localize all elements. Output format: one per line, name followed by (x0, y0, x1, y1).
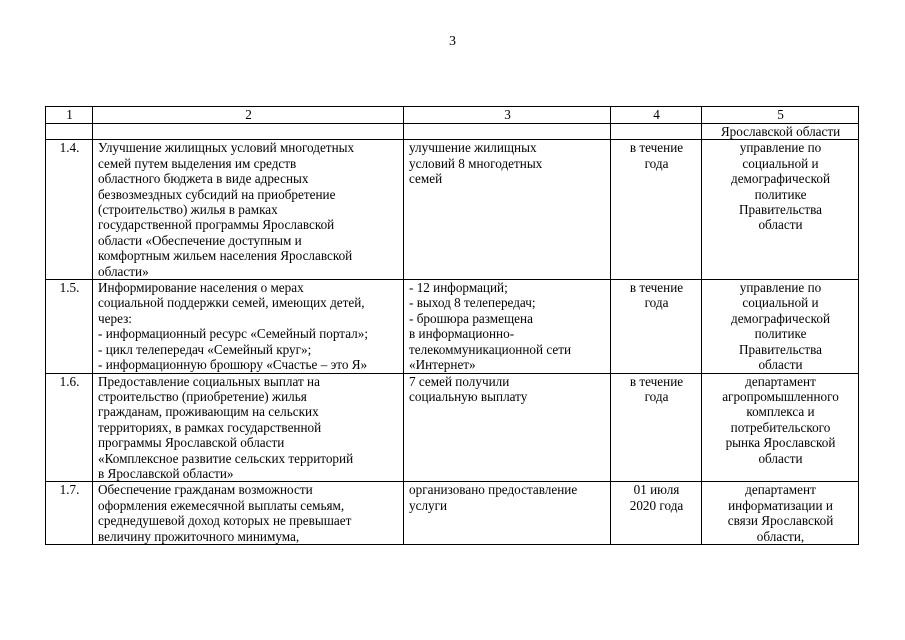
executor-line: связи Ярославской (727, 513, 834, 529)
executor-line: области, (756, 528, 805, 544)
item-number-cell: 1.5. (46, 280, 93, 373)
result-line: организовано предоставление (409, 482, 578, 498)
result-line: - 12 информаций; (409, 280, 508, 296)
event-line: оформления ежемесячной выплаты семьям, (98, 497, 345, 513)
event-line: строительство (приобретение) жилья (98, 388, 307, 404)
plan-table (45, 106, 859, 545)
event-line: среднедушевой доход которых не превышает (98, 513, 352, 529)
result-cell (404, 482, 611, 545)
executor-line: комплекса и (746, 404, 815, 420)
item-number-cell: 1.7. (46, 482, 93, 545)
result-line: - выход 8 телепередач; (409, 295, 536, 311)
executor-line: департамент (745, 373, 816, 389)
event-line: в Ярославской области» (98, 465, 234, 481)
table-body (46, 140, 859, 545)
result-line: в информационно- (409, 326, 515, 342)
continuation-cell-3 (404, 124, 611, 140)
executor-cell (702, 140, 859, 280)
event-cell (93, 140, 404, 280)
event-line: области «Обеспечение доступным и (98, 232, 302, 248)
result-line: семей (409, 171, 443, 187)
term-line: 01 июля (633, 482, 680, 498)
term-line: 2020 года (629, 497, 684, 513)
column-number-1: 1 (46, 107, 93, 124)
executor-line: политике (754, 326, 807, 342)
column-numbers-row (46, 107, 859, 124)
event-line: - информационную брошюру «Счастье – это Я» (98, 357, 368, 373)
term-cell (611, 280, 702, 373)
continuation-cell-4 (611, 124, 702, 140)
event-line: комфортным жильем населения Ярославской (98, 248, 353, 264)
executor-line: демографической (730, 310, 830, 326)
executor-line: информатизации и (728, 497, 833, 513)
executor-line: социальной и (742, 155, 819, 171)
event-line: «Комплексное развитие сельских территорий (98, 450, 354, 466)
term-cell (611, 482, 702, 545)
executor-line: управление по (739, 140, 822, 156)
result-cell (404, 373, 611, 482)
column-number-4: 4 (611, 107, 702, 124)
result-line: 7 семей получили (409, 373, 510, 389)
event-line: областного бюджета в виде адресных (98, 171, 309, 187)
result-cell (404, 280, 611, 373)
executor-line: агропромышленного (722, 388, 839, 404)
event-line: гражданам, проживающим на сельских (98, 404, 319, 420)
result-line: телекоммуникационной сети (409, 341, 572, 357)
event-line: Информирование населения о мерах (98, 280, 304, 296)
event-line: Улучшение жилищных условий многодетных (98, 140, 355, 156)
result-line: «Интернет» (409, 357, 476, 373)
event-line: (строительство) жилья в рамках (98, 202, 278, 218)
term-line: года (644, 295, 669, 311)
column-number-3: 3 (404, 107, 611, 124)
result-line: условий 8 многодетных (409, 155, 543, 171)
term-line: года (644, 155, 669, 171)
executor-line: социальной и (742, 295, 819, 311)
table-row (46, 373, 859, 482)
event-line: через: (98, 310, 132, 326)
item-number-cell: 1.4. (46, 140, 93, 280)
result-cell (404, 140, 611, 280)
result-line: улучшение жилищных (409, 140, 537, 156)
event-line: величину прожиточного минимума, (98, 528, 300, 544)
column-number-5: 5 (702, 107, 859, 124)
term-line: года (644, 388, 669, 404)
event-line: - цикл телепередач «Семейный круг»; (98, 341, 312, 357)
executor-line: потребительского (730, 419, 831, 435)
executor-cell (702, 373, 859, 482)
executor-line: Правительства (739, 202, 822, 218)
result-line: - брошюра размещена (409, 310, 533, 326)
executor-line: рынка Ярославской (725, 435, 836, 451)
event-line: области» (98, 263, 149, 279)
column-number-2: 2 (93, 107, 404, 124)
page-number: 3 (449, 34, 456, 49)
continuation-row (46, 124, 859, 140)
continuation-cell-1 (46, 124, 93, 140)
event-line: государственной программы Ярославской (98, 217, 335, 233)
event-line: программы Ярославской области (98, 435, 285, 451)
event-cell (93, 280, 404, 373)
executor-line: политике (754, 186, 807, 202)
table-row (46, 280, 859, 373)
table-row (46, 482, 859, 545)
event-line: - информационный ресурс «Семейный портал»; (98, 326, 369, 342)
event-line: территориях, в рамках государственной (98, 419, 322, 435)
event-line: Предоставление социальных выплат на (98, 373, 320, 389)
term-cell (611, 373, 702, 482)
item-number-cell: 1.6. (46, 373, 93, 482)
term-line: в течение (629, 140, 684, 156)
event-line: Обеспечение гражданам возможности (98, 482, 313, 498)
continuation-cell-5: Ярославской области (702, 124, 859, 140)
continuation-cell-2 (93, 124, 404, 140)
executor-line: управление по (739, 280, 822, 296)
term-line: в течение (629, 373, 684, 389)
event-cell (93, 373, 404, 482)
executor-line: демографической (730, 171, 830, 187)
term-line: в течение (629, 280, 684, 296)
result-line: услуги (409, 497, 448, 513)
executor-line: области (758, 357, 803, 373)
executor-line: области (758, 450, 803, 466)
executor-line: Правительства (739, 341, 822, 357)
executor-cell (702, 280, 859, 373)
result-line: социальную выплату (409, 388, 528, 404)
executor-line: области (758, 217, 803, 233)
event-cell (93, 482, 404, 545)
event-line: безвозмездных субсидий на приобретение (98, 186, 336, 202)
table-row (46, 140, 859, 280)
event-line: социальной поддержки семей, имеющих детей, (98, 295, 365, 311)
event-line: семей путем выделения им средств (98, 155, 297, 171)
executor-line: департамент (745, 482, 816, 498)
executor-cell (702, 482, 859, 545)
term-cell (611, 140, 702, 280)
